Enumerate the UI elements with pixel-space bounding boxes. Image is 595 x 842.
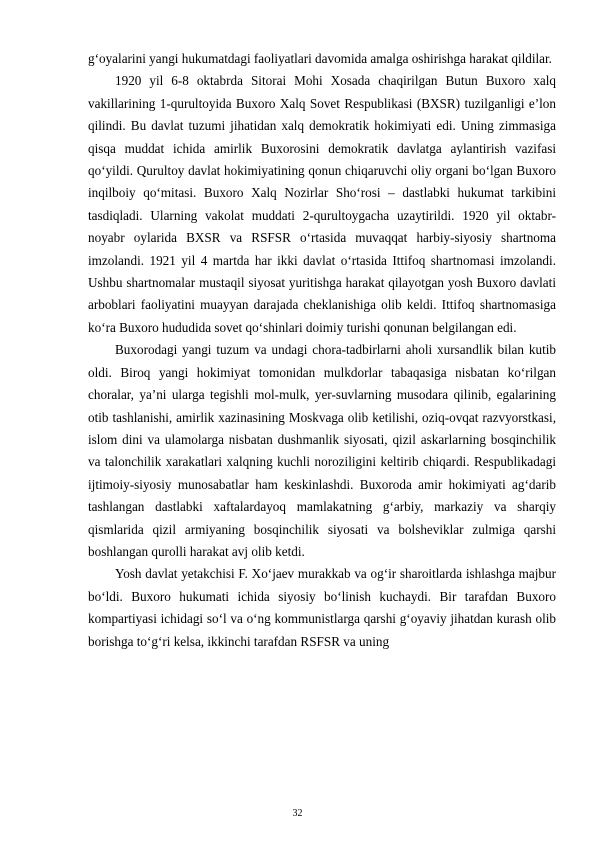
page-number: 32 — [292, 808, 303, 819]
paragraph-qurultoy: 1920 yil 6-8 oktabrda Sitorai Mohi Xosada chaqirilgan Butun Buxoro xalq vakillarining 1-qurultoyida Buxoro Xalq Sovet Respublikasi (BXSR) tuzilganligi e’lon qilindi. Bu davlat tuzumi jihatidan xalq demokratik hokimiyati edi. Uning zimmasiga qisqa muddat ichida amirlik Buxorosini demokratik davlatga aylantirish vazifasi qo‘yildi. Qurultoy davlat hokimiyatining qonun chiqaruvchi oliy organi bo‘lgan Buxoro inqilboiy qo‘mitasi. Buxoro Xalq Nozirlar Sho‘rosi – dastlabki hukumat tarkibini tasdiqladi. Ularning vakolat muddati 2-qurultoygacha uzaytirildi. 1920 yil oktabr-noyabr oylarida BXSR va RSFSR o‘rtasida muvaqqat harbiy-siyosiy shartnoma imzolandi. 1921 yil 4 martda har ikki davlat o‘rtasida Ittifoq shartnomasi imzolandi. Ushbu shartnomalar mustaqil siyosat yuritishga harakat qilayotgan yosh Buxoro davlati arboblari faoliyatini muayyan darajada cheklanishiga olib keldi. Ittifoq shartnomasiga ko‘ra Buxoro hududida sovet qo‘shinlari doimiy turishi qonunan belgilangan edi. — [88, 73, 556, 335]
body-text — [88, 48, 556, 653]
paragraph-xojaev: Yosh davlat yetakchisi F. Xo‘jaev murakkab va og‘ir sharoitlarda ishlashga majbur bo‘ldi. Buxoro hukumati ichida siyosiy bo‘linish kuchaydi. Bir tarafdan Buxoro kompartiyasi ichidagi so‘l va o‘ng kommunistlarga qarshi g‘oyaviy jihatdan kurash olib borishga to‘g‘ri kelsa, ikkinchi tarafdan RSFSR va uning — [88, 566, 556, 649]
paragraph-new-regime: Buxorodagi yangi tuzum va undagi chora-tadbirlarni aholi xursandlik bilan kutib oldi. Biroq yangi hokimiyat tomonidan mulkdorlar tabaqasiga nisbatan ko‘rilgan choralar, ya’ni ularga tegishli mol-mulk, yer-suvlarning musodara qilinib, egalarining otib tashlanishi, amirlik xazinasining Moskvaga olib ketilishi, oziq-ovqat razvyorstkasi, islom dini va ulamolarga nisbatan dushmanlik siyosati, qizil askarlarning bosqinchilik va talonchilik xarakatlari xalqning kuchli noroziligini keltirib chiqardi. Respublikadagi ijtimoiy-siyosiy munosabatlar ham keskinlashdi. Buxoroda amir hokimiyati ag‘darib tashlangan dastlabki xaftalardayoq mamlakatning g‘arbiy, markaziy va sharqiy qismlarida qizil armiyaning bosqinchilik siyosati va bolsheviklar zulmiga qarshi boshlangan qurolli harakat avj olib ketdi. — [88, 342, 556, 559]
paragraph-continuation: g‘oyalarini yangi hukumatdagi faoliyatlari davomida amalga oshirishga harakat qildilar. — [88, 51, 552, 66]
